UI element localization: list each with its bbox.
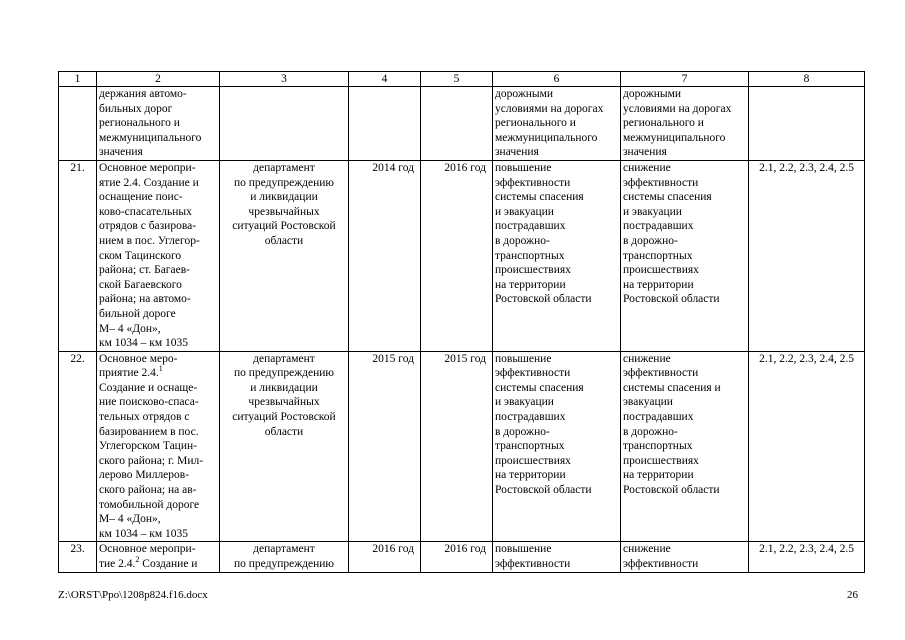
text-line: и ликвидации: [250, 191, 318, 204]
text-line: эффективности: [623, 176, 699, 189]
text-line: ситуаций Ростовской: [232, 220, 336, 233]
consequences: [621, 351, 749, 542]
text-line: Основное меропри-: [99, 161, 196, 174]
text-line: снижение: [623, 352, 671, 365]
executor: [220, 351, 349, 542]
text-line: пострадавших: [623, 220, 694, 233]
text-line: эффективности: [495, 176, 571, 189]
expected-result: [493, 160, 621, 351]
text-line: чрезвычайных: [248, 396, 320, 409]
text-line: ково-спасательных: [99, 205, 192, 218]
header-cell: 6: [493, 72, 621, 87]
text-line: тельных отрядов с: [99, 411, 190, 424]
row-number: 21.: [59, 160, 97, 351]
text-line: регионального и: [495, 117, 576, 130]
header-cell: 2: [97, 72, 220, 87]
text-line: ской Багаевского: [99, 278, 182, 291]
text-line: М– 4 «Дон»,: [99, 322, 161, 335]
header-cell: 1: [59, 72, 97, 87]
table-row-continuation: [59, 87, 865, 161]
text-line: транспортных: [623, 440, 693, 453]
text-line: происшествиях: [495, 454, 571, 467]
measure-name: [97, 542, 220, 572]
text-line: области: [264, 425, 304, 438]
header-cell: 4: [349, 72, 421, 87]
text-line: повышение: [495, 543, 552, 556]
text-line: ние поисково-спаса-: [99, 396, 199, 409]
text-line: системы спасения: [495, 191, 584, 204]
header-cell: 8: [749, 72, 865, 87]
table-cell: [621, 87, 749, 161]
indicators: 2.1, 2.2, 2.3, 2.4, 2.5: [749, 351, 865, 542]
text-line: значения: [99, 146, 143, 159]
end-year: 2016 год: [421, 160, 493, 351]
text-line: межмуниципального: [623, 131, 726, 144]
text-line: держания автомо-: [99, 88, 187, 100]
text-line: Ростовской области: [495, 484, 592, 497]
end-year: 2016 год: [421, 542, 493, 572]
table-cell: [97, 87, 220, 161]
measures-table: [58, 71, 865, 573]
text-line: системы спасения: [495, 381, 584, 394]
text-line: ятие 2.4. Создание и: [99, 176, 199, 189]
table-header-row: [59, 72, 865, 87]
text-line: происшествиях: [623, 264, 699, 277]
text-line: района; ст. Багаев-: [99, 264, 190, 277]
text-line: происшествиях: [495, 264, 571, 277]
header-cell: 3: [220, 72, 349, 87]
text-line: лерово Миллеров-: [99, 469, 190, 482]
text-line: регионального и: [99, 117, 180, 130]
text-line: и ликвидации: [250, 381, 318, 394]
text-line: ского района; г. Мил-: [99, 454, 204, 467]
text-line: на территории: [495, 278, 566, 291]
table-cell: [220, 87, 349, 161]
text-line: условиями на дорогах: [495, 102, 604, 115]
text-line: области: [264, 234, 304, 247]
table-cell: [749, 87, 865, 161]
text-line: и эвакуации: [495, 205, 554, 218]
text-line: значения: [495, 146, 539, 159]
consequences: [621, 160, 749, 351]
row-number: 22.: [59, 351, 97, 542]
text-line: системы спасения и: [623, 381, 721, 394]
expected-result: [493, 542, 621, 572]
text-line: на территории: [623, 469, 694, 482]
executor: [220, 160, 349, 351]
text-line: района; на автомо-: [99, 293, 191, 306]
text-line: в дорожно-: [623, 425, 678, 438]
text-line: снижение: [623, 161, 671, 174]
text-line: и эвакуации: [623, 205, 682, 218]
table-cell: [421, 87, 493, 161]
text-line: эффективности: [495, 367, 571, 380]
text-line: происшествиях: [623, 454, 699, 467]
footnote-mark: 1: [158, 364, 163, 374]
row-number: 23.: [59, 542, 97, 572]
text-line: эффективности: [495, 558, 571, 570]
start-year: 2015 год: [349, 351, 421, 542]
table-row-22: [59, 351, 865, 542]
text-line: по предупреждению: [233, 558, 335, 570]
table-row-21: [59, 160, 865, 351]
text-line: дорожными: [623, 88, 682, 100]
start-year: 2016 год: [349, 542, 421, 572]
text-line: ситуаций Ростовской: [232, 411, 336, 424]
text-line: по предупреждению: [233, 367, 335, 380]
text-line: повышение: [495, 352, 552, 365]
page-number: 26: [847, 589, 858, 601]
text-line: томобильной дороге: [99, 498, 200, 511]
text-line: межмуниципального: [495, 131, 598, 144]
indicators: 2.1, 2.2, 2.3, 2.4, 2.5: [749, 542, 865, 572]
measure-name: [97, 351, 220, 542]
text-line: базированием в пос.: [99, 425, 199, 438]
text-line: транспортных: [623, 249, 693, 262]
text-line: в дорожно-: [495, 425, 550, 438]
text-fragment: тие 2.4.: [99, 558, 136, 570]
footer-file-path: Z:\ORST\Ppo\1208p824.f16.docx: [58, 589, 208, 601]
text-line: дорожными: [495, 88, 554, 100]
text-line: Основное меро-: [99, 352, 178, 365]
text-line: в дорожно-: [495, 234, 550, 247]
consequences: [621, 542, 749, 572]
text-line: ского района; на ав-: [99, 484, 197, 497]
text-line: чрезвычайных: [248, 205, 320, 218]
text-line: повышение: [495, 161, 552, 174]
header-cell: 7: [621, 72, 749, 87]
expected-result: [493, 351, 621, 542]
indicators: 2.1, 2.2, 2.3, 2.4, 2.5: [749, 160, 865, 351]
text-line: Ростовской области: [623, 484, 720, 497]
table-cell: [493, 87, 621, 161]
text-line: [99, 366, 217, 381]
text-fragment: Создание и: [139, 558, 198, 570]
text-fragment: приятие 2.4.: [99, 367, 159, 380]
text-line: пострадавших: [495, 411, 566, 424]
text-line: транспортных: [495, 440, 565, 453]
table-cell: [59, 87, 97, 161]
end-year: 2015 год: [421, 351, 493, 542]
text-line: Основное меропри-: [99, 543, 196, 556]
start-year: 2014 год: [349, 160, 421, 351]
text-line: департамент: [253, 352, 315, 365]
text-line: отрядов с базирова-: [99, 220, 197, 233]
text-line: эффективности: [623, 367, 699, 380]
text-line: департамент: [253, 161, 315, 174]
text-line: км 1034 – км 1035: [99, 527, 188, 540]
text-line: бильной дороге: [99, 307, 176, 320]
text-line: регионального и: [623, 117, 704, 130]
text-line: пострадавших: [495, 220, 566, 233]
table-cell: [349, 87, 421, 161]
footnote-mark: 2: [135, 555, 140, 565]
text-block: [99, 381, 217, 542]
text-line: на территории: [495, 469, 566, 482]
text-line: департамент: [253, 543, 315, 556]
text-line: снижение: [623, 543, 671, 556]
header-cell: 5: [421, 72, 493, 87]
text-line: в дорожно-: [623, 234, 678, 247]
text-line: межмуниципального: [99, 131, 202, 144]
text-line: значения: [623, 146, 667, 159]
text-line: по предупреждению: [233, 176, 335, 189]
text-line: Ростовской области: [623, 293, 720, 306]
text-line: нием в пос. Углегор-: [99, 234, 200, 247]
text-line: оснащение поис-: [99, 191, 183, 204]
text-line: Ростовской области: [495, 293, 592, 306]
text-line: Углегорском Тацин-: [99, 440, 197, 453]
text-line: на территории: [623, 278, 694, 291]
text-line: М– 4 «Дон»,: [99, 513, 161, 526]
text-line: системы спасения: [623, 191, 712, 204]
text-line: и эвакуации: [495, 396, 554, 409]
text-line: Создание и оснаще-: [99, 381, 198, 394]
text-line: эффективности: [623, 558, 699, 570]
text-line: пострадавших: [623, 411, 694, 424]
text-line: бильных дорог: [99, 102, 173, 115]
executor: [220, 542, 349, 572]
text-line: [99, 557, 217, 572]
table-row-23: [59, 542, 865, 572]
text-line: км 1034 – км 1035: [99, 337, 188, 350]
measure-name: [97, 160, 220, 351]
text-line: эвакуации: [623, 396, 673, 409]
text-line: условиями на дорогах: [623, 102, 732, 115]
text-line: транспортных: [495, 249, 565, 262]
text-line: ском Тацинского: [99, 249, 182, 262]
